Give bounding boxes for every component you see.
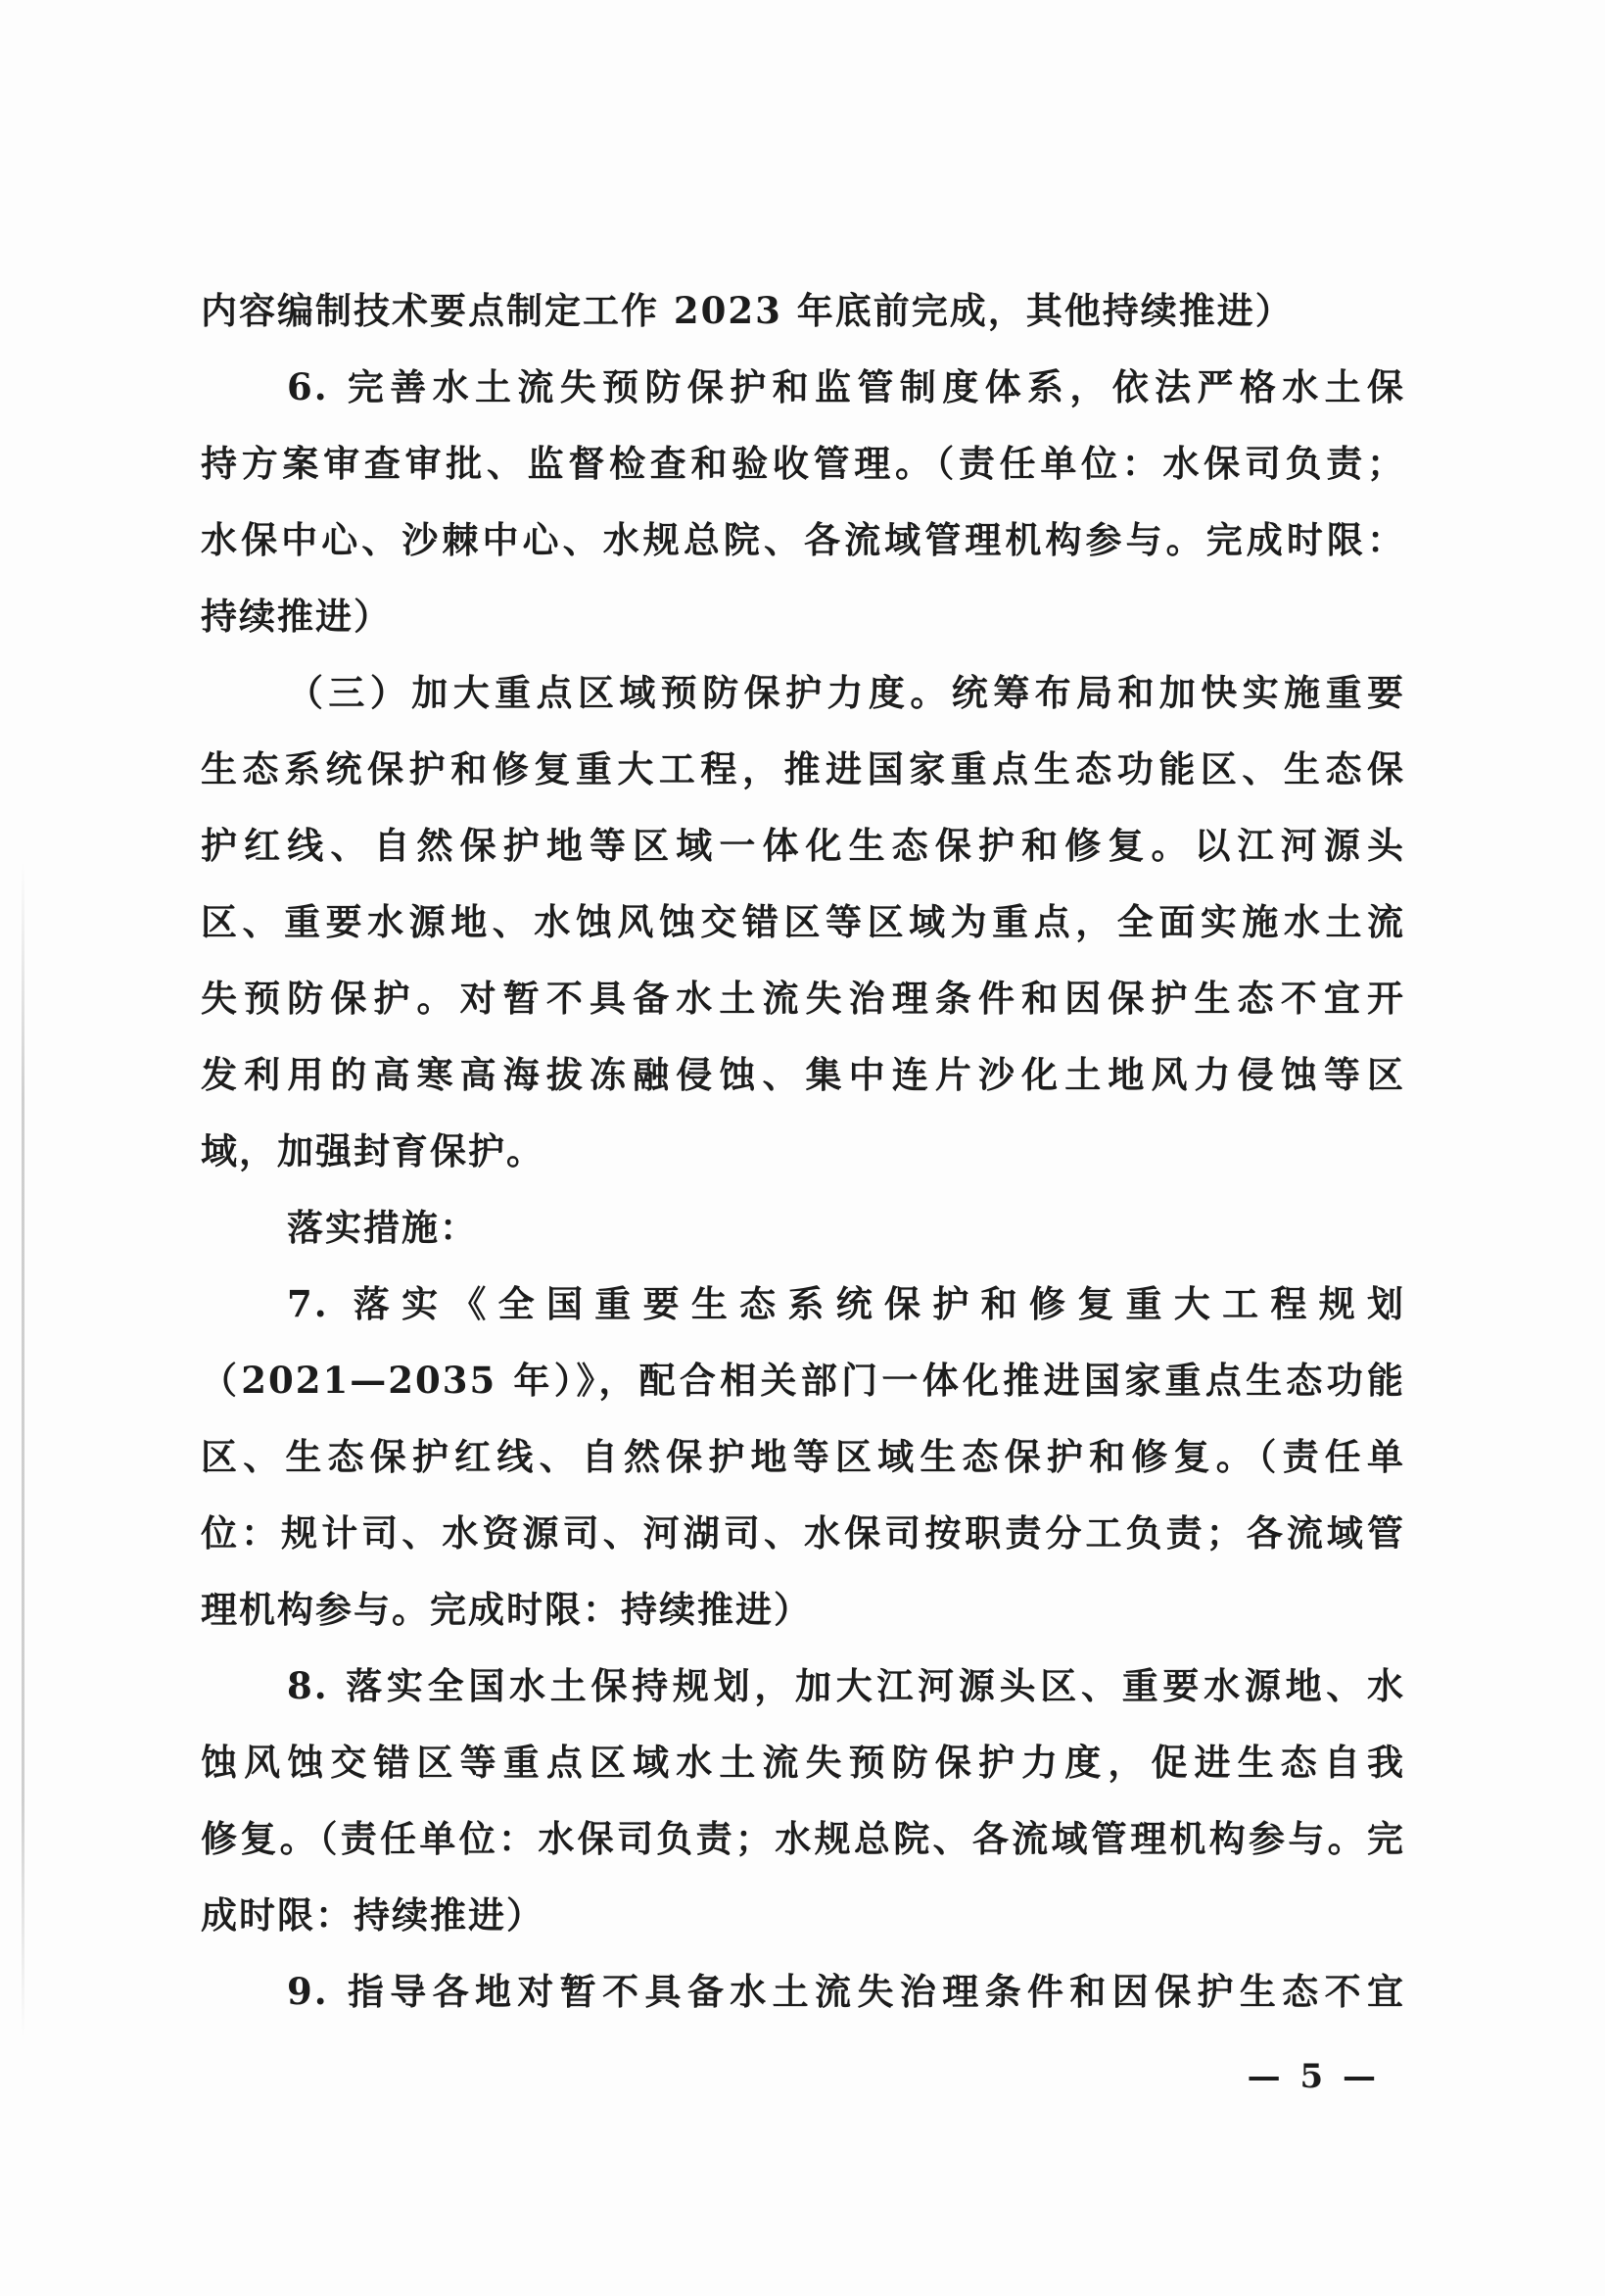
text-line: 8. 落实全国水土保持规划，加大江河源头区、重要水源地、水 [287, 1664, 1405, 1707]
text-line: 水保中心、沙棘中心、水规总院、各流域管理机构参与。完成时限： [201, 518, 1405, 561]
text-line: 护红线、自然保护地等区域一体化生态保护和修复。以江河源头 [201, 824, 1405, 867]
text-line: 发利用的高寒高海拔冻融侵蚀、集中连片沙化土地风力侵蚀等区 [201, 1053, 1405, 1096]
text-line: 位：规计司、水资源司、河湖司、水保司按职责分工负责；各流域管 [201, 1511, 1405, 1555]
text-line: 内容编制技术要点制定工作 2023 年底前完成，其他持续推进） [201, 289, 1294, 332]
text-line: 成时限：持续推进） [201, 1893, 544, 1937]
text-line: 9. 指导各地对暂不具备水土流失治理条件和因保护生态不宜 [287, 1970, 1405, 2013]
text-line: （2021—2035 年）》，配合相关部门一体化推进国家重点生态功能 [201, 1359, 1405, 1402]
text-line: 区、重要水源地、水蚀风蚀交错区等区域为重点，全面实施水土流 [201, 900, 1405, 943]
text-line: 域，加强封育保护。 [201, 1129, 544, 1172]
text-line: 失预防保护。对暂不具备水土流失治理条件和因保护生态不宜开 [201, 977, 1405, 1020]
text-line: 6. 完善水土流失预防保护和监管制度体系，依法严格水土保 [287, 365, 1405, 408]
text-line: 修复。（责任单位：水保司负责；水规总院、各流域管理机构参与。完 [201, 1817, 1405, 1860]
text-line: 7. 落实《全国重要生态系统保护和修复重大工程规划 [287, 1282, 1405, 1325]
text-line: 持续推进） [201, 595, 392, 638]
text-line: 区、生态保护红线、自然保护地等区域生态保护和修复。（责任单 [201, 1435, 1405, 1478]
page-number: — 5 — [1247, 2057, 1380, 2096]
text-line: 蚀风蚀交错区等重点区域水土流失预防保护力度，促进生态自我 [201, 1741, 1405, 1784]
text-line: （三）加大重点区域预防保护力度。统筹布局和加快实施重要 [287, 671, 1405, 714]
text-line: 持方案审查审批、监督检查和验收管理。（责任单位：水保司负责； [201, 442, 1405, 485]
scan-edge-shadow [22, 862, 24, 2037]
body-text [201, 272, 1405, 2030]
text-line: 生态系统保护和修复重大工程，推进国家重点生态功能区、生态保 [201, 747, 1405, 790]
text-line: 理机构参与。完成时限：持续推进） [201, 1588, 812, 1631]
text-line: 落实措施： [287, 1206, 478, 1249]
